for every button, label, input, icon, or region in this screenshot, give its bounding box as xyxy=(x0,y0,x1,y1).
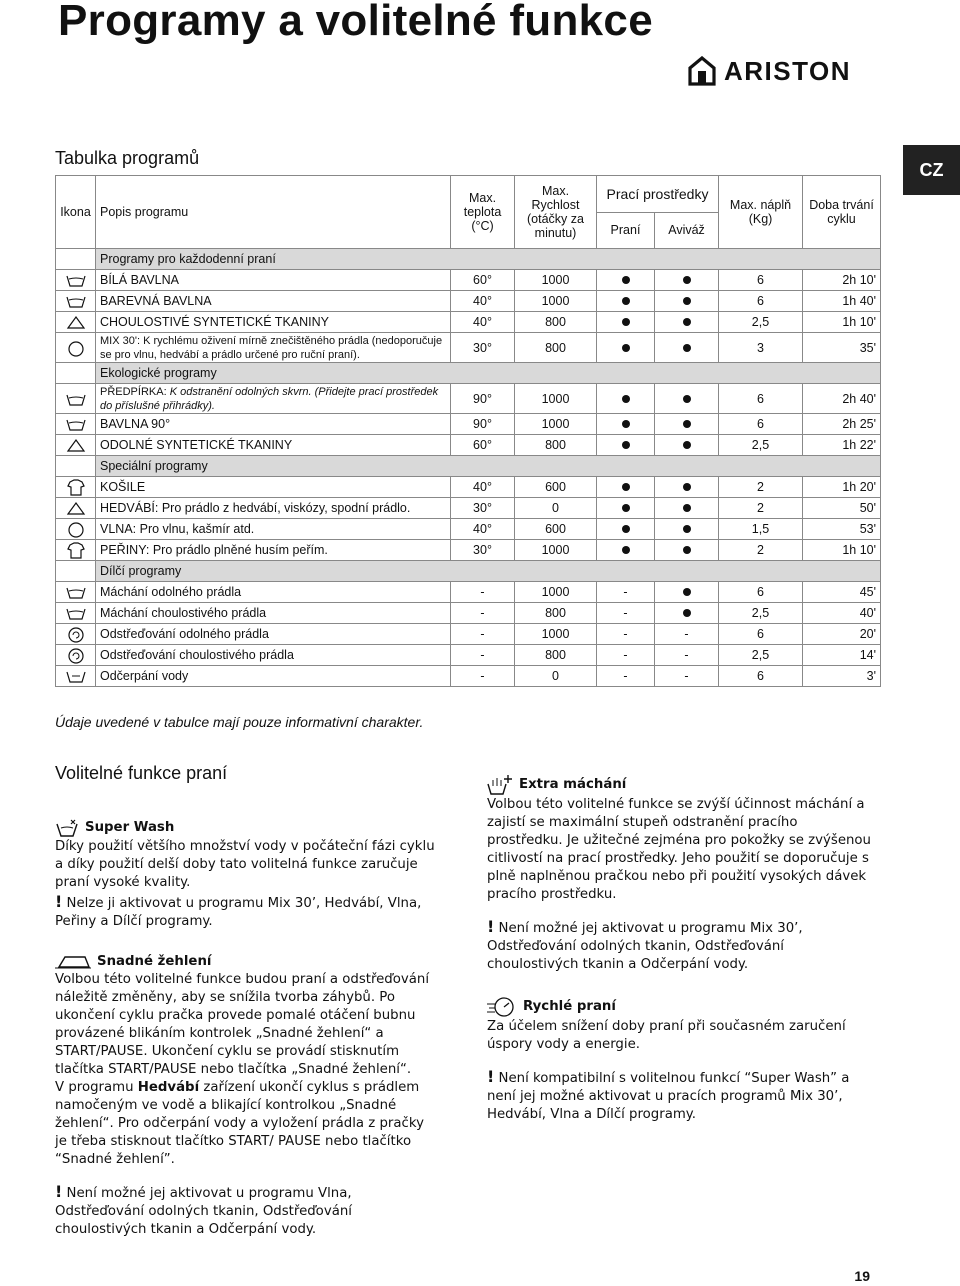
dot-icon xyxy=(622,546,630,554)
icon-cell xyxy=(56,498,96,519)
warning-mark: ! xyxy=(487,917,495,936)
cell-softener xyxy=(655,498,719,519)
synthetics-icon xyxy=(64,313,88,331)
dot-icon xyxy=(622,441,630,449)
cell-softener xyxy=(655,384,719,414)
program-table xyxy=(55,175,881,687)
table-row xyxy=(56,312,881,333)
warning-mark: ! xyxy=(55,892,63,911)
program-desc xyxy=(96,270,451,291)
cell-softener xyxy=(655,291,719,312)
header-speed: Max. Rychlost (otáčky za minutu) xyxy=(515,176,597,249)
cell-temp: 90° xyxy=(451,384,515,414)
spin-icon xyxy=(64,625,88,643)
cell-wash: - xyxy=(597,666,655,687)
program-name: PŘEDPÍRKA: xyxy=(100,385,167,398)
super-wash-header xyxy=(55,818,440,838)
cell-load: 1,5 xyxy=(719,519,803,540)
extra-rinse-header xyxy=(487,774,877,796)
header-load: Max. náplň (Kg) xyxy=(719,176,803,249)
warning-mark: ! xyxy=(487,1067,495,1086)
cell-speed: 1000 xyxy=(515,582,597,603)
cell-temp: 60° xyxy=(451,270,515,291)
header-temp: Max. teplota (°C) xyxy=(451,176,515,249)
program-name: ODOLNÉ SYNTETICKÉ TKANINY xyxy=(100,438,293,452)
cell-wash xyxy=(597,291,655,312)
cell-wash: - xyxy=(597,624,655,645)
cell-temp: - xyxy=(451,582,515,603)
cell-wash xyxy=(597,333,655,363)
program-name: VLNA: xyxy=(100,522,137,536)
cell-speed: 1000 xyxy=(515,540,597,561)
icon-cell xyxy=(56,384,96,414)
section-row xyxy=(56,561,881,582)
table-row xyxy=(56,384,881,414)
spin-delicate-icon xyxy=(64,646,88,664)
bila-bavlna-icon xyxy=(64,271,88,289)
header-softener: Aviváž xyxy=(655,212,719,249)
cell-load: 2 xyxy=(719,540,803,561)
cell-softener: - xyxy=(655,645,719,666)
cell-duration: 2h 10' xyxy=(803,270,881,291)
program-desc xyxy=(96,540,451,561)
program-detail: K rychlému oživení mírně znečištěného prádla (nedoporučuje se pro vlnu, hedvábí a prádlo určené pro ruční praní). xyxy=(100,334,443,361)
super-wash-warning: Nelze ji aktivovat u programu Mix 30’, Hedvábí, Vlna, Peřiny a Dílčí programy. xyxy=(55,896,422,929)
program-detail: Odstřeďování odolného prádla xyxy=(100,627,269,641)
hedvabi-icon xyxy=(64,499,88,517)
cell-duration: 50' xyxy=(803,498,881,519)
cell-load: 6 xyxy=(719,384,803,414)
cell-softener xyxy=(655,519,719,540)
table-row xyxy=(56,603,881,624)
table-row xyxy=(56,666,881,687)
table-row xyxy=(56,582,881,603)
icon-cell xyxy=(56,291,96,312)
cell-speed: 800 xyxy=(515,603,597,624)
cell-speed: 1000 xyxy=(515,624,597,645)
cell-softener xyxy=(655,312,719,333)
cell-duration: 14' xyxy=(803,645,881,666)
section-icon-cell xyxy=(56,456,96,477)
section-label: Ekologické programy xyxy=(96,363,881,384)
extra-rinse-icon xyxy=(487,774,513,796)
icon-cell xyxy=(56,666,96,687)
cell-load: 6 xyxy=(719,582,803,603)
cell-duration: 1h 22' xyxy=(803,435,881,456)
cell-speed: 800 xyxy=(515,333,597,363)
program-name: BÍLÁ BAVLNA xyxy=(100,273,179,287)
section-icon-cell xyxy=(56,561,96,582)
program-desc xyxy=(96,666,451,687)
program-detail: Máchání odolného prádla xyxy=(100,585,242,599)
cell-wash xyxy=(597,270,655,291)
cell-softener xyxy=(655,540,719,561)
cell-temp: 40° xyxy=(451,477,515,498)
options-right-column xyxy=(487,774,877,1124)
cell-temp: 60° xyxy=(451,435,515,456)
cell-duration: 40' xyxy=(803,603,881,624)
program-detail: Odčerpání vody xyxy=(100,669,189,683)
cell-load: 2 xyxy=(719,477,803,498)
icon-cell xyxy=(56,603,96,624)
quick-wash-body: Za účelem snížení doby praní při současném zaručení úspory vody a energie. xyxy=(487,1019,846,1052)
easy-iron-header xyxy=(55,953,440,971)
easy-iron-icon xyxy=(55,955,91,969)
quick-wash-warning: Není kompatibilní s volitelnou funkcí “Super Wash” a není jej možné aktivovat u pracích programů Mix 30’, Hedvábí, Vlna a Dílčí programy. xyxy=(487,1071,850,1122)
super-wash-title: Super Wash xyxy=(85,820,175,835)
cell-softener xyxy=(655,435,719,456)
mix30-icon xyxy=(64,339,88,357)
predpirka-icon xyxy=(64,390,88,408)
page-title: Programy a volitelné funkce xyxy=(58,0,653,45)
cell-softener xyxy=(655,270,719,291)
cell-wash: - xyxy=(597,582,655,603)
dot-icon xyxy=(622,344,630,352)
cell-load: 2,5 xyxy=(719,645,803,666)
table-row xyxy=(56,333,881,363)
program-desc xyxy=(96,384,451,414)
header-icon: Ikona xyxy=(56,176,96,249)
cell-duration: 2h 40' xyxy=(803,384,881,414)
header-desc: Popis programu xyxy=(96,176,451,249)
program-name: CHOULOSTIVÉ SYNTETICKÉ TKANINY xyxy=(100,315,329,329)
options-title: Volitelné funkce praní xyxy=(55,763,228,783)
cell-softener: - xyxy=(655,666,719,687)
cell-wash xyxy=(597,477,655,498)
rinse-delicate-icon xyxy=(64,604,88,622)
cell-wash xyxy=(597,519,655,540)
cell-speed: 0 xyxy=(515,666,597,687)
dot-icon xyxy=(683,344,691,352)
table-row xyxy=(56,645,881,666)
periny-icon xyxy=(64,541,88,559)
icon-cell xyxy=(56,540,96,561)
cell-duration: 3' xyxy=(803,666,881,687)
program-name: KOŠILE xyxy=(100,480,146,494)
program-desc xyxy=(96,498,451,519)
cell-temp: 40° xyxy=(451,291,515,312)
cell-speed: 800 xyxy=(515,435,597,456)
barevna-bavlna-icon xyxy=(64,292,88,310)
table-row xyxy=(56,435,881,456)
icon-cell xyxy=(56,270,96,291)
cell-temp: - xyxy=(451,666,515,687)
program-detail: Odstřeďování choulostivého prádla xyxy=(100,648,294,662)
section-icon-cell xyxy=(56,249,96,270)
icon-cell xyxy=(56,624,96,645)
cell-speed: 1000 xyxy=(515,291,597,312)
cell-load: 6 xyxy=(719,291,803,312)
cell-temp: 30° xyxy=(451,498,515,519)
cell-temp: - xyxy=(451,645,515,666)
dot-icon xyxy=(622,276,630,284)
dot-icon xyxy=(683,420,691,428)
program-detail: Máchání choulostivého prádla xyxy=(100,606,267,620)
dot-icon xyxy=(622,483,630,491)
section-label: Dílčí programy xyxy=(96,561,881,582)
table-row xyxy=(56,291,881,312)
dot-icon xyxy=(622,297,630,305)
program-detail: Pro vlnu, kašmír atd. xyxy=(139,522,255,536)
super-wash-body: Díky použití většího množství vody v počáteční fázi cyklu a díky použití delší doby tato volitelná funkce zaručuje praní vysoké kvality. xyxy=(55,839,435,890)
cell-wash xyxy=(597,414,655,435)
ariston-house-icon xyxy=(688,56,716,86)
options-left-column xyxy=(55,818,440,1239)
program-detail: K odstranění odolných skvrn. (Přidejte prací prostředek do příslušné přihrádky). xyxy=(100,385,439,412)
dot-icon xyxy=(683,441,691,449)
icon-cell xyxy=(56,312,96,333)
cell-temp: 90° xyxy=(451,414,515,435)
cell-softener xyxy=(655,477,719,498)
section-row xyxy=(56,249,881,270)
vlna-icon xyxy=(64,520,88,538)
cell-speed: 800 xyxy=(515,645,597,666)
drain-icon xyxy=(64,667,88,685)
extra-rinse-warning: Není možné jej aktivovat u programu Mix 30’, Odstřeďování odolných tkanin, Odstřeďování choulostivých tkanin a Odčerpání vody. xyxy=(487,921,803,972)
cell-load: 2 xyxy=(719,498,803,519)
cell-duration: 20' xyxy=(803,624,881,645)
kosile-icon xyxy=(64,478,88,496)
cell-load: 6 xyxy=(719,666,803,687)
table-row xyxy=(56,270,881,291)
table-note: Údaje uvedené v tabulce mají pouze informativní charakter. xyxy=(55,714,424,730)
easy-iron-body2-post: zařízení ukončí cyklus s prádlem namočeným ve vodě a blikající kontrolkou „Snadné žehlení“. Pro odčerpání vody a vyložení prádla z pračky je třeba stisknout tlačítko START/ PAUSE nebo tlačítko “Snadné žehlení”. xyxy=(55,1080,424,1167)
program-detail: Pro prádlo z hedvábí, viskózy, spodní prádlo. xyxy=(161,501,411,515)
brand-logo xyxy=(688,55,851,87)
section-label: Programy pro každodenní praní xyxy=(96,249,881,270)
easy-iron-body2-bold: Hedvábí xyxy=(137,1080,200,1095)
cell-speed: 1000 xyxy=(515,384,597,414)
cell-wash xyxy=(597,435,655,456)
program-name: BAVLNA 90° xyxy=(100,417,171,431)
odolne-synteticke-icon xyxy=(64,436,88,454)
bavlna90-icon xyxy=(64,415,88,433)
table-row xyxy=(56,519,881,540)
dot-icon xyxy=(683,297,691,305)
cell-temp: - xyxy=(451,603,515,624)
table-row xyxy=(56,540,881,561)
super-wash-icon xyxy=(55,818,79,838)
dot-icon xyxy=(683,504,691,512)
cell-wash xyxy=(597,498,655,519)
quick-wash-header xyxy=(487,996,877,1018)
warning-mark: ! xyxy=(55,1182,63,1201)
dot-icon xyxy=(683,395,691,403)
cell-duration: 1h 20' xyxy=(803,477,881,498)
icon-cell xyxy=(56,519,96,540)
cell-temp: 30° xyxy=(451,333,515,363)
cell-speed: 0 xyxy=(515,498,597,519)
program-desc xyxy=(96,291,451,312)
easy-iron-body2-pre: V programu xyxy=(55,1080,134,1095)
program-desc xyxy=(96,333,451,363)
program-desc xyxy=(96,312,451,333)
cell-wash xyxy=(597,384,655,414)
cell-temp: 40° xyxy=(451,519,515,540)
program-desc xyxy=(96,435,451,456)
dot-icon xyxy=(622,395,630,403)
easy-iron-body: Volbou této volitelné funkce budou praní a odstřeďování náležitě změněny, aby se snížila tvorba záhybů. Po ukončení cyklu pračka provede pomalé otáčení bubnu provázené blikáním kontrolek „Snadné žehlení“ a START/PAUSE. Ukončení cyklu se provádí stisknutím tlačítka START/PAUSE nebo tlačítka „Snadné žehlení“. xyxy=(55,972,430,1077)
program-detail: Pro prádlo plněné husím peřím. xyxy=(152,543,328,557)
icon-cell xyxy=(56,435,96,456)
extra-rinse-title: Extra máchání xyxy=(519,777,627,792)
table-row xyxy=(56,624,881,645)
icon-cell xyxy=(56,582,96,603)
cell-speed: 800 xyxy=(515,312,597,333)
extra-rinse-body: Volbou této volitelné funkce se zvýší účinnost máchání a zajistí se maximální stupeň odstranění pracího prostředku. Je užitečné zejména pro pokožky se zvýšenou citlivostí na prací prostředky. Jeho použití se doporučuje s plně naplněnou pračkou nebo při použití vysokých dávek pracího prostředku. xyxy=(487,797,871,902)
program-desc xyxy=(96,603,451,624)
program-desc xyxy=(96,624,451,645)
quick-wash-icon xyxy=(487,996,517,1018)
program-name: MIX 30': xyxy=(100,334,141,347)
cell-duration: 2h 25' xyxy=(803,414,881,435)
cell-duration: 53' xyxy=(803,519,881,540)
cell-duration: 45' xyxy=(803,582,881,603)
cell-wash: - xyxy=(597,603,655,624)
cell-load: 6 xyxy=(719,270,803,291)
section-row xyxy=(56,456,881,477)
cell-speed: 1000 xyxy=(515,414,597,435)
program-name: BAREVNÁ BAVLNA xyxy=(100,294,212,308)
cell-softener xyxy=(655,414,719,435)
cell-load: 6 xyxy=(719,414,803,435)
dot-icon xyxy=(683,546,691,554)
cell-speed: 600 xyxy=(515,477,597,498)
cell-temp: 30° xyxy=(451,540,515,561)
program-desc xyxy=(96,519,451,540)
quick-wash-title: Rychlé praní xyxy=(523,999,616,1014)
cell-duration: 1h 10' xyxy=(803,312,881,333)
cell-softener xyxy=(655,603,719,624)
section-row xyxy=(56,363,881,384)
dot-icon xyxy=(683,276,691,284)
cell-wash xyxy=(597,540,655,561)
table-row xyxy=(56,477,881,498)
brand-name: ARISTON xyxy=(724,55,852,86)
easy-iron-title: Snadné žehlení xyxy=(97,954,212,969)
dot-icon xyxy=(622,504,630,512)
dot-icon xyxy=(622,525,630,533)
dot-icon xyxy=(683,525,691,533)
dot-icon xyxy=(622,420,630,428)
icon-cell xyxy=(56,333,96,363)
header-detergents: Prací prostředky xyxy=(597,176,719,213)
dot-icon xyxy=(683,318,691,326)
cell-duration: 1h 40' xyxy=(803,291,881,312)
dot-icon xyxy=(683,609,691,617)
program-table-body xyxy=(56,249,881,687)
cell-load: 6 xyxy=(719,624,803,645)
section-icon-cell xyxy=(56,363,96,384)
table-title: Tabulka programů xyxy=(55,148,200,168)
dot-icon xyxy=(622,318,630,326)
program-desc xyxy=(96,582,451,603)
cell-wash: - xyxy=(597,645,655,666)
cell-wash xyxy=(597,312,655,333)
language-tab: CZ xyxy=(903,145,960,195)
cell-load: 2,5 xyxy=(719,312,803,333)
program-name: HEDVÁBÍ: xyxy=(100,501,159,515)
icon-cell xyxy=(56,645,96,666)
table-row xyxy=(56,498,881,519)
icon-cell xyxy=(56,477,96,498)
dot-icon xyxy=(683,588,691,596)
cell-load: 2,5 xyxy=(719,603,803,624)
program-desc xyxy=(96,477,451,498)
cell-temp: 40° xyxy=(451,312,515,333)
cell-softener xyxy=(655,333,719,363)
cell-load: 2,5 xyxy=(719,435,803,456)
program-name: PEŘINY: xyxy=(100,543,150,557)
section-label: Speciální programy xyxy=(96,456,881,477)
program-desc xyxy=(96,645,451,666)
cell-temp: - xyxy=(451,624,515,645)
cell-speed: 600 xyxy=(515,519,597,540)
table-row xyxy=(56,414,881,435)
cell-duration: 35' xyxy=(803,333,881,363)
rinse-icon xyxy=(64,583,88,601)
easy-iron-warning: Není možné jej aktivovat u programu Vlna, Odstřeďování odolných tkanin, Odstřeďování choulostivých tkanin a Odčerpání vody. xyxy=(55,1186,352,1237)
cell-load: 3 xyxy=(719,333,803,363)
cell-speed: 1000 xyxy=(515,270,597,291)
icon-cell xyxy=(56,414,96,435)
dot-icon xyxy=(683,483,691,491)
header-wash: Praní xyxy=(597,212,655,249)
cell-softener xyxy=(655,582,719,603)
cell-duration: 1h 10' xyxy=(803,540,881,561)
page-number: 19 xyxy=(854,1268,870,1284)
program-desc xyxy=(96,414,451,435)
header-duration: Doba trvání cyklu xyxy=(803,176,881,249)
cell-softener: - xyxy=(655,624,719,645)
